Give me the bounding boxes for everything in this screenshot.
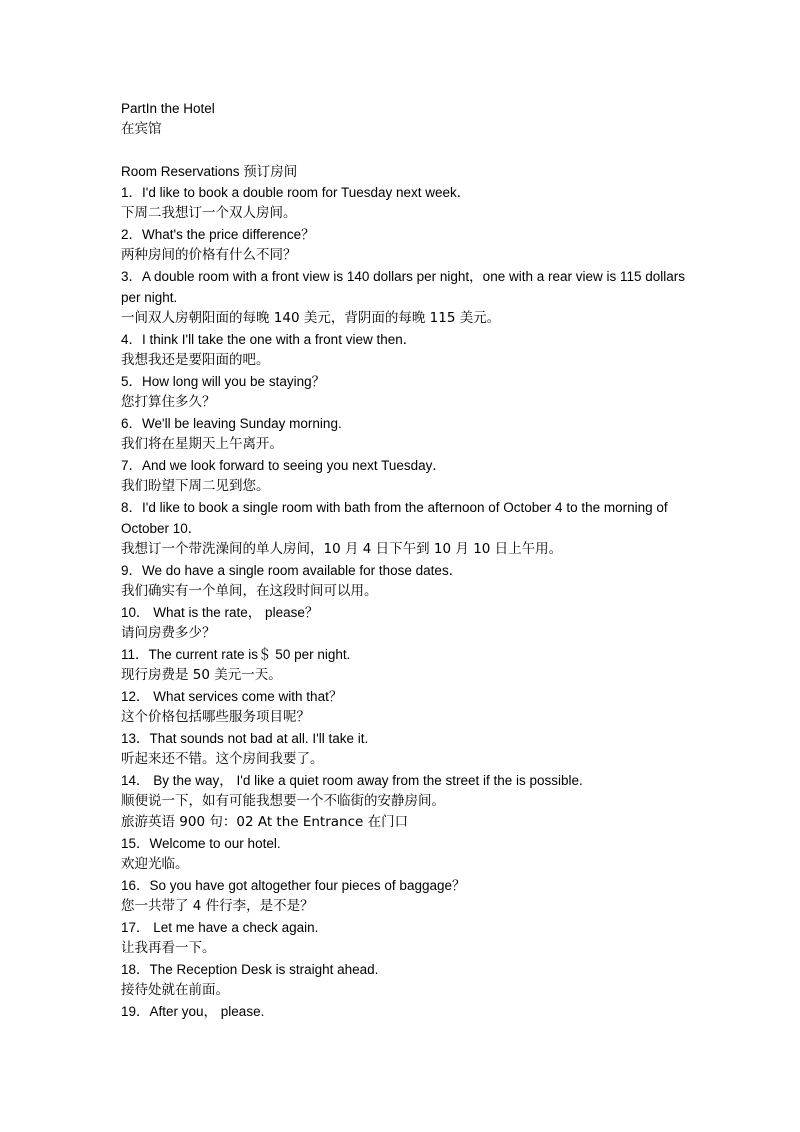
sentence-english: 13．That sounds not bad at all. I'll take it. bbox=[121, 731, 369, 746]
sentence-chinese: 我们盼望下周二见到您。 bbox=[121, 478, 270, 494]
sentence-chinese: 接待处就在前面。 bbox=[121, 982, 229, 998]
sentence-chinese: 您打算住多久？ bbox=[121, 394, 216, 410]
sentence-english: 4．I think I'll take the one with a front view then． bbox=[121, 332, 417, 347]
section-title-chinese: 在宾馆 bbox=[121, 121, 162, 137]
sentence-chinese: 这个价格包括哪些服务项目呢？ bbox=[121, 709, 310, 725]
sentence-chinese: 我们将在星期天上午离开。 bbox=[121, 436, 283, 452]
sentence-english: 2．What's the price difference？ bbox=[121, 227, 315, 242]
sentence-english: 19．After you， please. bbox=[121, 1004, 265, 1019]
sentence-english: 11．The current rate is＄ 50 per night. bbox=[121, 647, 351, 662]
sentence-chinese: 我想订一个带洗澡间的单人房间，10 月 4 日下午到 10 月 10 日上午用。 bbox=[121, 541, 563, 557]
sentence-english: 5．How long will you be staying？ bbox=[121, 374, 326, 389]
sentence-english: 17． Let me have a check again. bbox=[121, 920, 319, 935]
sentence-chinese: 两种房间的价格有什么不同？ bbox=[121, 247, 297, 263]
blank-line bbox=[121, 140, 700, 161]
sentence-english: 7．And we look forward to seeing you next Tuesday． bbox=[121, 458, 446, 473]
sentence-english: 9．We do have a single room available for those dates． bbox=[121, 563, 463, 578]
sentence-english: 8．I'd like to book a single room with bath from the afternoon of October 4 to the morning of October 10． bbox=[121, 500, 668, 536]
sentence-chinese: 现行房费是 50 美元一天。 bbox=[121, 667, 282, 683]
sentence-english: 15．Welcome to our hotel. bbox=[121, 836, 281, 851]
subsection-heading: Room Reservations 预订房间 bbox=[121, 164, 298, 179]
sentence-english: 10． What is the rate， please？ bbox=[121, 605, 319, 620]
sentence-chinese: 让我再看一下。 bbox=[121, 940, 216, 956]
sentence-chinese: 听起来还不错。这个房间我要了。 bbox=[121, 751, 324, 767]
sentence-english: 3．A double room with a front view is 140 dollars per night，one with a rear view is 115 dollars per night. bbox=[121, 269, 686, 305]
sentence-chinese: 请问房费多少？ bbox=[121, 625, 216, 641]
sentence-english: 6．We'll be leaving Sunday morning. bbox=[121, 416, 342, 431]
sentence-chinese: 我想我还是要阳面的吧。 bbox=[121, 352, 270, 368]
sentence-chinese: 一间双人房朝阳面的每晚 140 美元，背阴面的每晚 115 美元。 bbox=[121, 310, 501, 326]
sentence-chinese: 您一共带了 4 件行李，是不是？ bbox=[121, 898, 314, 914]
sentence-english: 16．So you have got altogether four pieces of baggage？ bbox=[121, 878, 466, 893]
sentence-chinese: 我们确实有一个单间，在这段时间可以用。 bbox=[121, 583, 378, 599]
sentence-chinese: 欢迎光临。 bbox=[121, 856, 189, 872]
sentence-english: 1．I'd like to book a double room for Tuesday next week． bbox=[121, 185, 471, 200]
sentence-english: 14． By the way， I'd like a quiet room away from the street if the is possible. bbox=[121, 773, 583, 788]
sentence-chinese: 顺便说一下，如有可能我想要一个不临街的安静房间。 bbox=[121, 793, 445, 809]
sentence-chinese: 下周二我想订一个双人房间。 bbox=[121, 205, 297, 221]
subsection-heading: 旅游英语 900 句：02 At the Entrance 在门口 bbox=[121, 814, 409, 830]
section-title: PartIn the Hotel bbox=[121, 101, 215, 116]
sentence-english: 12． What services come with that？ bbox=[121, 689, 343, 704]
sentence-english: 18．The Reception Desk is straight ahead. bbox=[121, 962, 379, 977]
